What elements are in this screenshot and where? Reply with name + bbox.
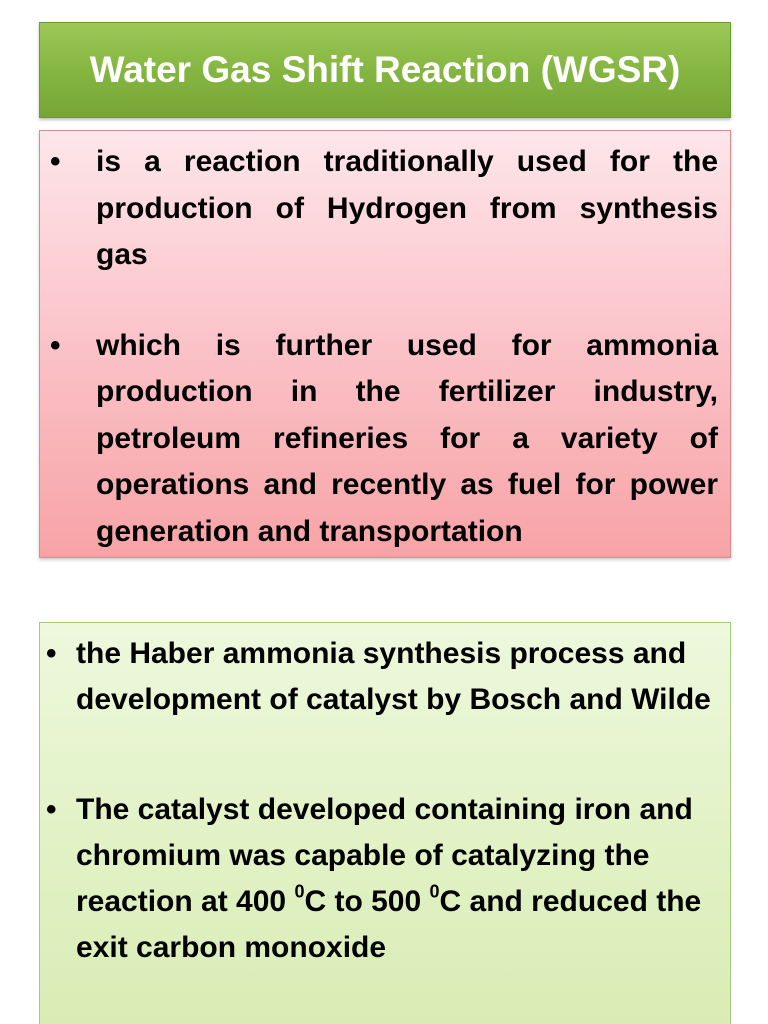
- bullet-dot: •: [46, 637, 57, 670]
- bullet-dot: •: [46, 793, 57, 826]
- definition-box: [39, 130, 731, 558]
- bullet-item: [46, 139, 718, 279]
- superscript-degree: 0: [429, 881, 440, 902]
- text-part: C and reduced the exit carbon monoxide: [76, 885, 702, 964]
- bullet-item: [44, 787, 720, 971]
- bullet-text: the Haber ammonia synthesis process and development of catalyst by Bosch and Wilde: [76, 637, 711, 716]
- text-part: The catalyst developed containing iron and chromium was capable of catalyzing the reaction at 400: [76, 793, 693, 918]
- bullet-text: [76, 787, 720, 971]
- superscript-degree: 0: [294, 881, 305, 902]
- slide-title: Water Gas Shift Reaction (WGSR): [89, 49, 681, 90]
- bullet-text: which is further used for ammonia production in the fertilizer industry, petroleum refineries for a variety of operations and recently as fuel for power generation and transportation: [96, 328, 718, 548]
- text-part: C to 500: [304, 885, 430, 918]
- bullet-dot: •: [50, 328, 61, 362]
- bullet-item: [44, 631, 720, 723]
- history-box: [39, 622, 731, 1024]
- title-banner: [39, 22, 731, 118]
- bullet-text: is a reaction traditionally used for the production of Hydrogen from synthesis gas: [96, 145, 718, 271]
- bullet-dot: •: [50, 145, 61, 178]
- bullet-item: [46, 323, 718, 556]
